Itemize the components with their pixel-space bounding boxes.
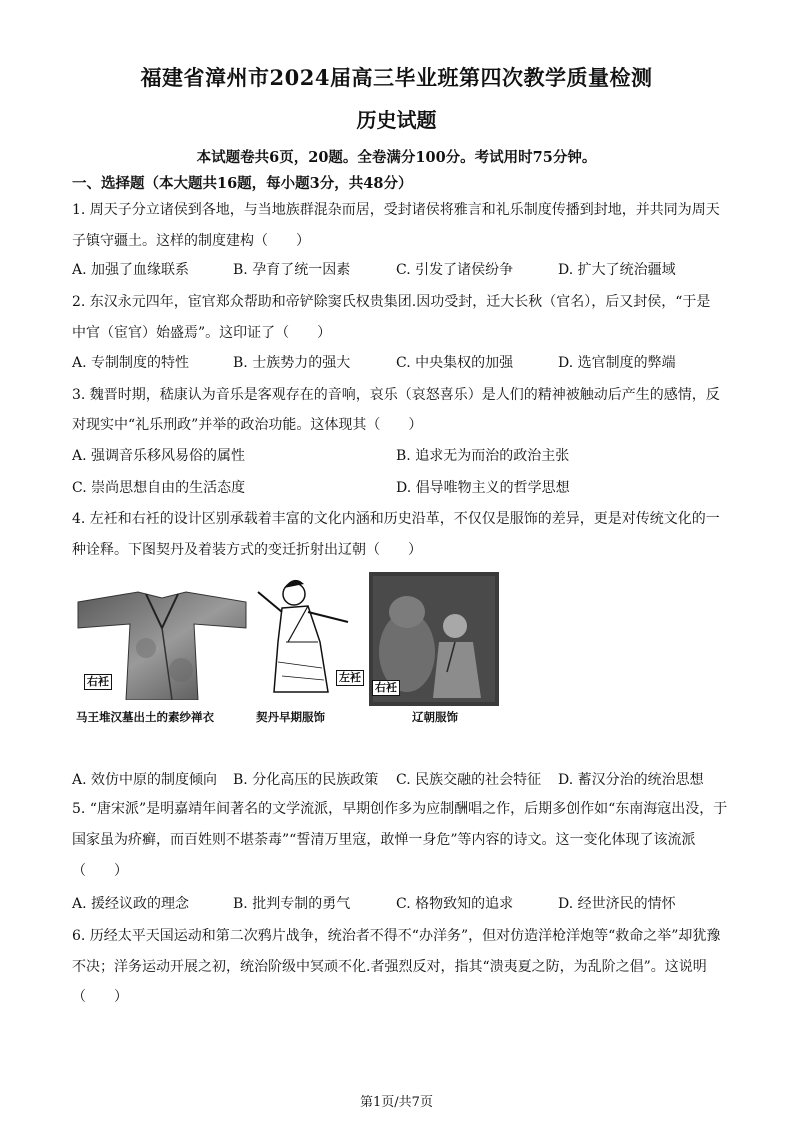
right-lapel-tag-1: 右衽 <box>84 674 112 690</box>
caption-khitan-early: 契丹早期服饰 <box>256 710 325 724</box>
clothing-figure <box>72 570 512 730</box>
caption-plain-gauze-robe: 马王堆汉墓出土的素纱禅衣 <box>76 710 214 724</box>
q5-option-c[interactable]: C. 格物致知的追求 <box>396 896 514 912</box>
question-5-line-2: 国家虽为疥癣，而百姓则不堪荼毒”“誓清万里寇，敢惮一身危”等内容的诗文。这一变化体现了该流派 <box>72 832 696 848</box>
section-heading: 一、选择题（本大题共16题，每小题3分，共48分） <box>72 175 413 192</box>
q4-option-d[interactable]: D. 蓄汉分治的统治思想 <box>558 772 704 788</box>
question-2-line-2: 中官（宦官）始盛焉”。这印证了（ ） <box>72 325 332 341</box>
q3-option-c[interactable]: C. 崇尚思想自由的生活态度 <box>72 480 246 496</box>
question-3-line-1: 3. 魏晋时期，嵇康认为音乐是客观存在的音响，哀乐（哀怒喜乐）是人们的精神被触动后产生的感情，反 <box>72 387 720 403</box>
q1-option-b[interactable]: B. 孕育了统一因素 <box>233 262 351 278</box>
question-6-line-3: （ ） <box>72 989 128 1005</box>
q2-option-c[interactable]: C. 中央集权的加强 <box>396 355 514 371</box>
question-6-line-1: 6. 历经太平天国运动和第二次鸦片战争，统治者不得不“办洋务”，但对仿造洋枪洋炮等“救命之举”却犹豫 <box>72 928 721 944</box>
q1-option-c[interactable]: C. 引发了诸侯纷争 <box>396 262 514 278</box>
q1-option-d[interactable]: D. 扩大了统治疆域 <box>558 262 676 278</box>
q2-option-b[interactable]: B. 士族势力的强大 <box>233 355 351 371</box>
question-2-line-1: 2. 东汉永元四年，宦官郑众帮助和帝铲除窦氏权贵集团.因功受封，迁大长秋（官名），后又封侯，“于是 <box>72 294 711 310</box>
q3-option-b[interactable]: B. 追求无为而治的政治主张 <box>396 448 570 464</box>
q4-option-a[interactable]: A. 效仿中原的制度倾向 <box>72 772 218 788</box>
question-3-line-2: 对现实中“礼乐刑政”并举的政治功能。这体现其（ ） <box>72 417 423 433</box>
q5-option-d[interactable]: D. 经世济民的情怀 <box>558 896 676 912</box>
q4-option-c[interactable]: C. 民族交融的社会特征 <box>396 772 542 788</box>
question-5-line-3: （ ） <box>72 863 128 879</box>
q3-option-a[interactable]: A. 强调音乐移风易俗的属性 <box>72 448 246 464</box>
question-4-line-2: 种诠释。下图契丹及着装方式的变迁折射出辽朝（ ） <box>72 542 422 558</box>
q2-option-a[interactable]: A. 专制制度的特性 <box>72 355 190 371</box>
q4-option-b[interactable]: B. 分化高压的民族政策 <box>233 772 379 788</box>
question-6-line-2: 不决；洋务运动开展之初，统治阶级中冥顽不化.者强烈反对，指其“溃夷夏之防，为乱阶之倡”。这说明 <box>72 959 707 975</box>
exam-subtitle: 历史试题 <box>356 108 437 132</box>
exam-info: 本试题卷共6页，20题。全卷满分100分。考试用时75分钟。 <box>196 149 597 166</box>
q3-option-d[interactable]: D. 倡导唯物主义的哲学思想 <box>396 480 570 496</box>
question-4-line-1: 4. 左衽和右衽的设计区别承载着丰富的文化内涵和历史沿革，不仅仅是服饰的差异，更是对传统文化的一 <box>72 511 720 527</box>
exam-title: 福建省漳州市2024届高三毕业班第四次教学质量检测 <box>140 65 653 90</box>
question-1-line-1: 1. 周天子分立诸侯到各地，与当地族群混杂而居，受封诸侯将雅言和礼乐制度传播到封地，并共同为周天 <box>72 202 720 218</box>
q5-option-b[interactable]: B. 批判专制的勇气 <box>233 896 351 912</box>
caption-liao-dress: 辽朝服饰 <box>412 710 458 724</box>
question-5-line-1: 5. “唐宋派”是明嘉靖年间著名的文学流派，早期创作多为应制酬唱之作，后期多创作如“东南海寇出没，于 <box>72 801 728 817</box>
q2-option-d[interactable]: D. 选官制度的弊端 <box>558 355 676 371</box>
page-number: 第1页/共7页 <box>360 1095 433 1110</box>
q1-option-a[interactable]: A. 加强了血缘联系 <box>72 262 190 278</box>
left-lapel-tag: 左衽 <box>336 670 364 686</box>
q5-option-a[interactable]: A. 援经议政的理念 <box>72 896 190 912</box>
question-1-line-2: 子镇守疆土。这样的制度建构（ ） <box>72 233 310 249</box>
right-lapel-tag-2: 右衽 <box>372 680 400 696</box>
